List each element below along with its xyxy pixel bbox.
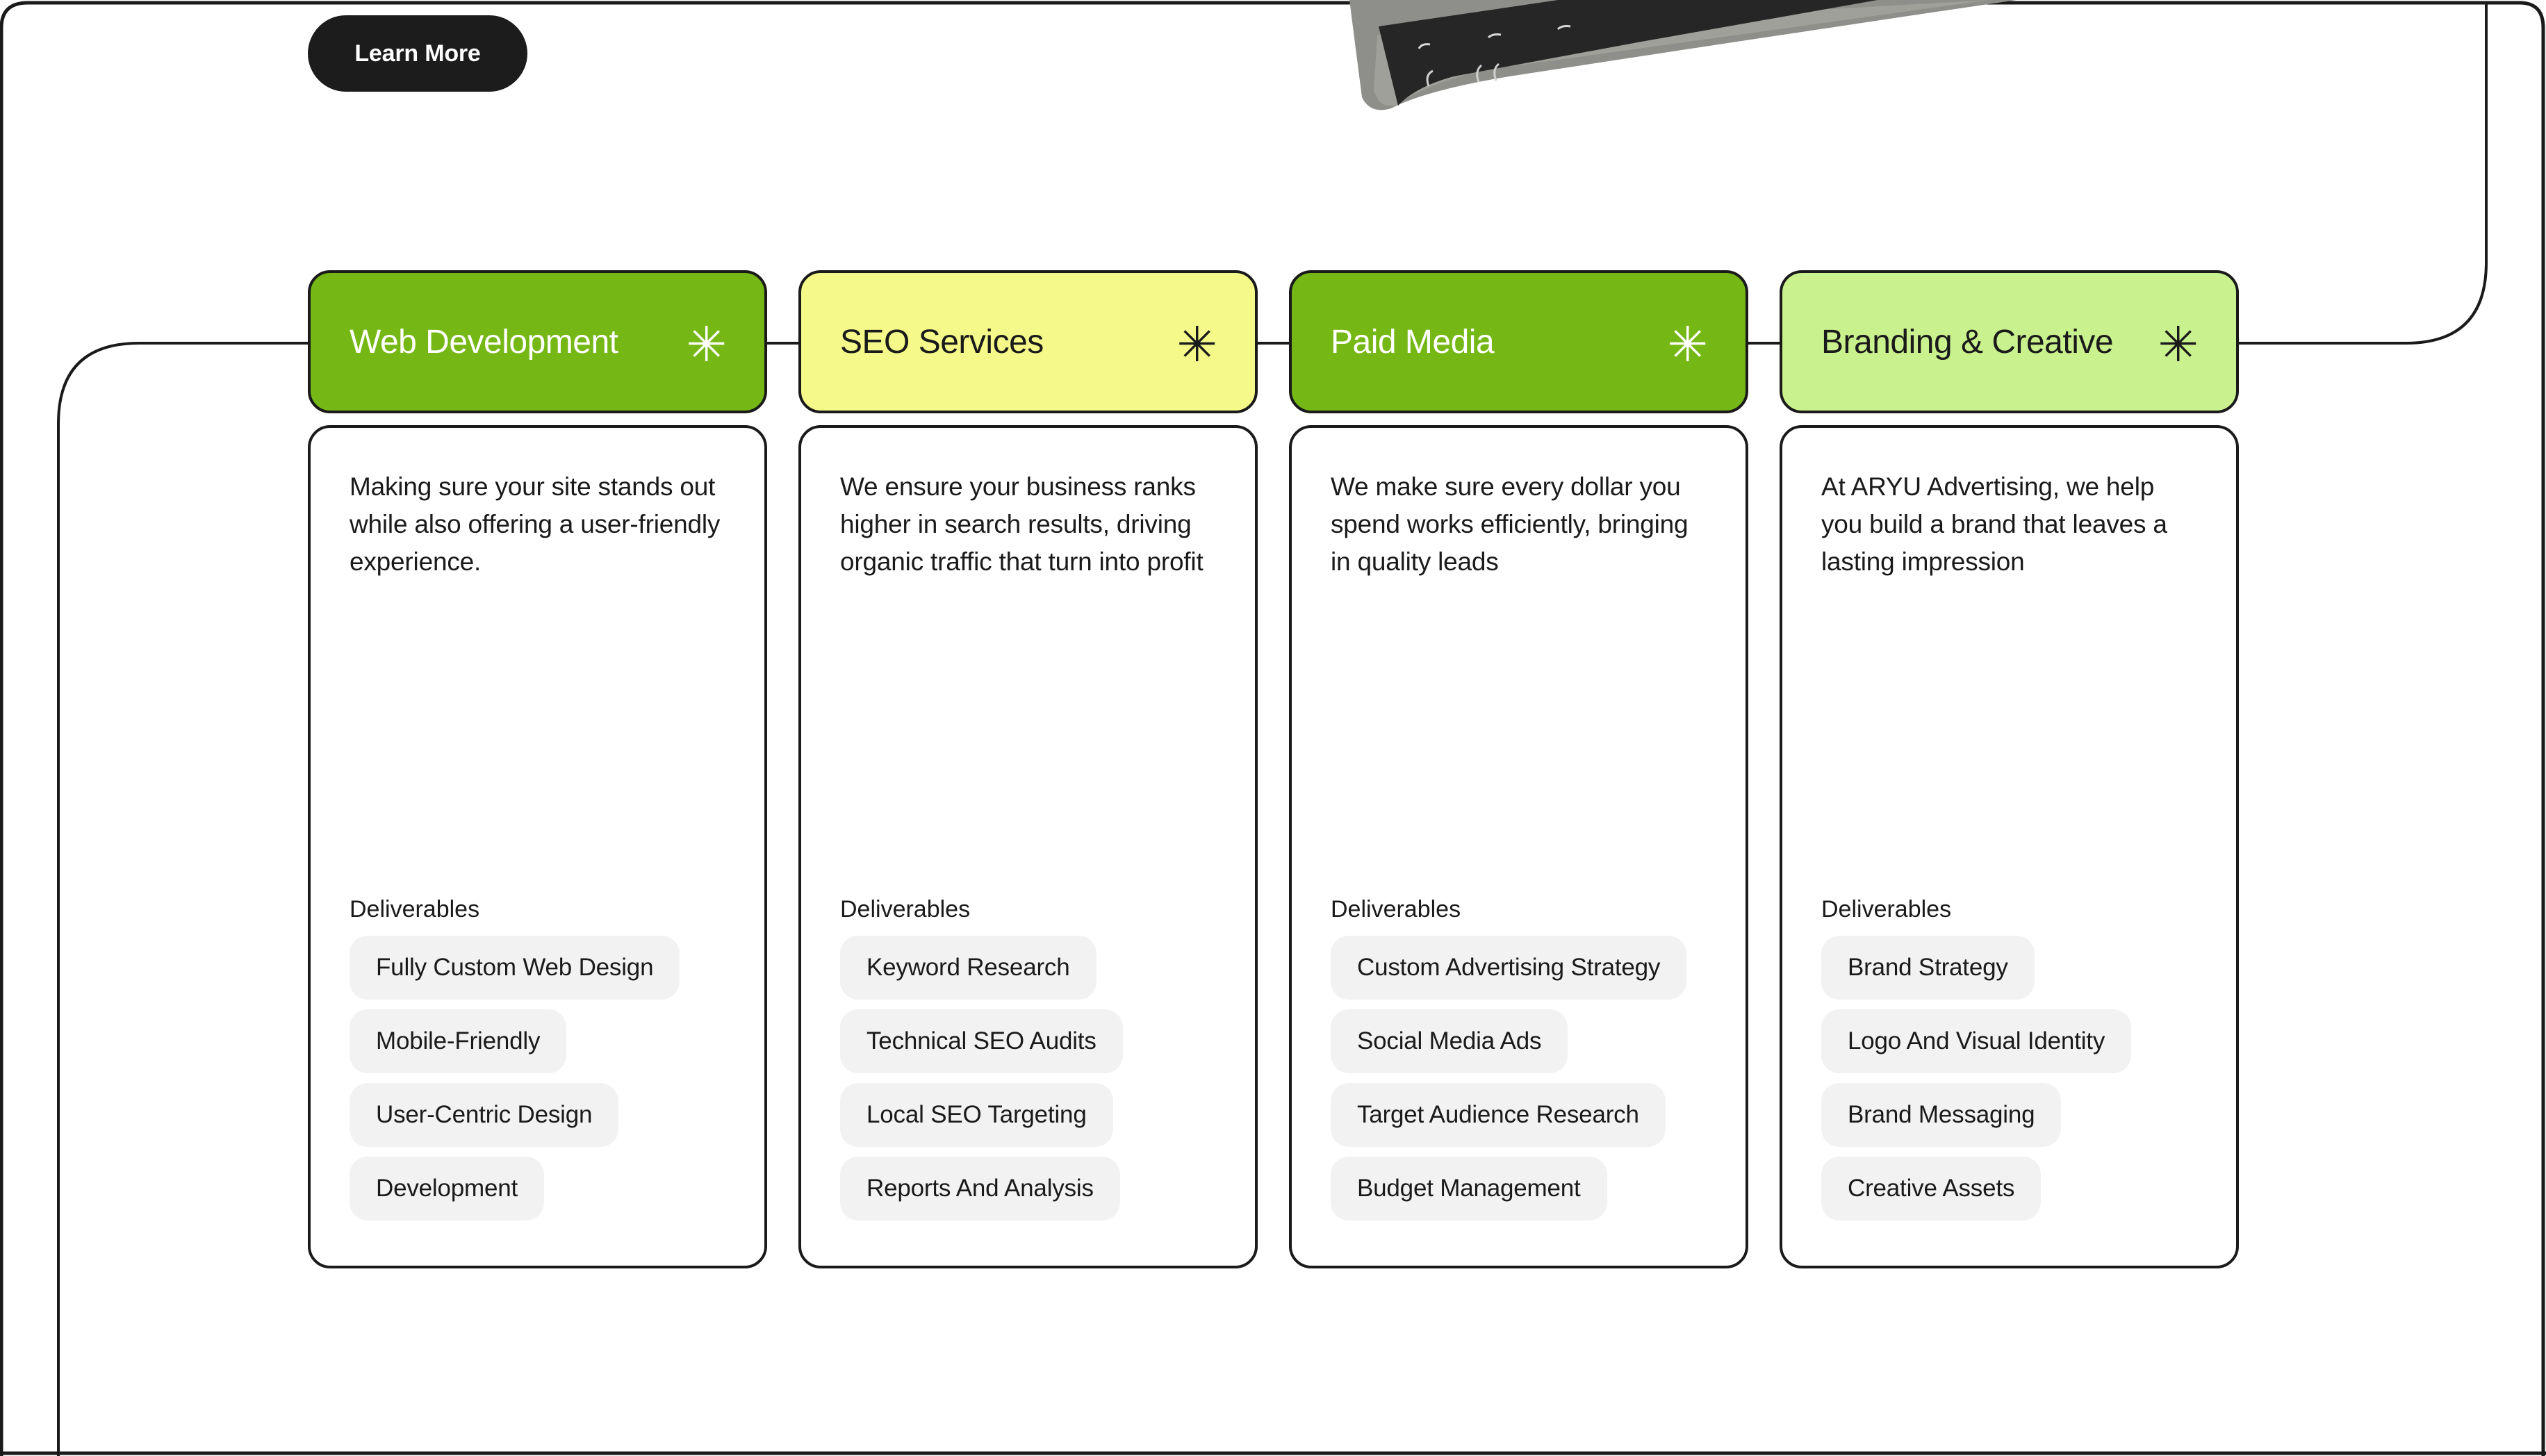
service-header[interactable] <box>308 270 767 413</box>
deliverable-chip: User-Centric Design <box>350 1083 618 1147</box>
deliverable-chip: Reports And Analysis <box>840 1157 1120 1221</box>
service-description: Making sure your site stands out while also offering a user-friendly experience. <box>350 472 721 576</box>
hero-image <box>1349 0 2030 118</box>
service-body <box>798 425 1258 1268</box>
asterisk-icon: ✳ <box>2158 317 2199 372</box>
service-header[interactable] <box>798 270 1258 413</box>
deliverable-chip: Technical SEO Audits <box>840 1009 1123 1073</box>
deliverable-chip: Brand Messaging <box>1821 1083 2061 1147</box>
deliverables-label: Deliverables <box>1821 896 1952 923</box>
learn-more-button[interactable]: Learn More <box>308 15 527 92</box>
deliverable-chip: Mobile-Friendly <box>350 1009 566 1073</box>
service-card-seo-services <box>798 270 1258 1268</box>
service-title: SEO Services <box>840 323 1044 361</box>
asterisk-icon: ✳ <box>1176 317 1217 372</box>
service-body <box>1780 425 2239 1268</box>
deliverable-chip: Keyword Research <box>840 936 1097 1000</box>
service-description: We make sure every dollar you spend works efficiently, bringing in quality leads <box>1331 472 1689 576</box>
service-header[interactable] <box>1780 270 2239 413</box>
deliverables-label: Deliverables <box>1331 896 1461 923</box>
deliverable-chip: Logo And Visual Identity <box>1821 1009 2131 1073</box>
service-title: Branding & Creative <box>1821 323 2114 361</box>
service-header[interactable] <box>1289 270 1748 413</box>
deliverables-label: Deliverables <box>350 896 480 923</box>
asterisk-icon: ✳ <box>686 317 727 372</box>
connector-right <box>2237 3 2486 343</box>
service-card-branding-creative <box>1780 270 2239 1268</box>
connector-left <box>58 343 308 1456</box>
service-body <box>308 425 767 1268</box>
deliverable-chip: Development <box>350 1157 544 1221</box>
service-title: Paid Media <box>1331 323 1495 361</box>
service-card-web-development <box>308 270 767 1268</box>
service-title: Web Development <box>350 323 618 361</box>
deliverable-chip: Target Audience Research <box>1331 1083 1666 1147</box>
service-description: We ensure your business ranks higher in search results, driving organic traffic that turn into profit <box>840 472 1204 576</box>
kitchen-photo-fragment <box>1349 0 2030 118</box>
deliverable-chip: Social Media Ads <box>1331 1009 1568 1073</box>
asterisk-icon: ✳ <box>1667 317 1708 372</box>
deliverable-chip: Brand Strategy <box>1821 936 2035 1000</box>
deliverable-chip: Local SEO Targeting <box>840 1083 1113 1147</box>
deliverable-chip: Budget Management <box>1331 1157 1607 1221</box>
deliverable-chip: Custom Advertising Strategy <box>1331 936 1686 1000</box>
deliverable-chip: Fully Custom Web Design <box>350 936 680 1000</box>
service-description: At ARYU Advertising, we help you build a brand that leaves a lasting impression <box>1821 472 2167 576</box>
deliverables-label: Deliverables <box>840 896 971 923</box>
service-body <box>1289 425 1748 1268</box>
service-card-paid-media <box>1289 270 1748 1268</box>
deliverable-chip: Creative Assets <box>1821 1157 2041 1221</box>
